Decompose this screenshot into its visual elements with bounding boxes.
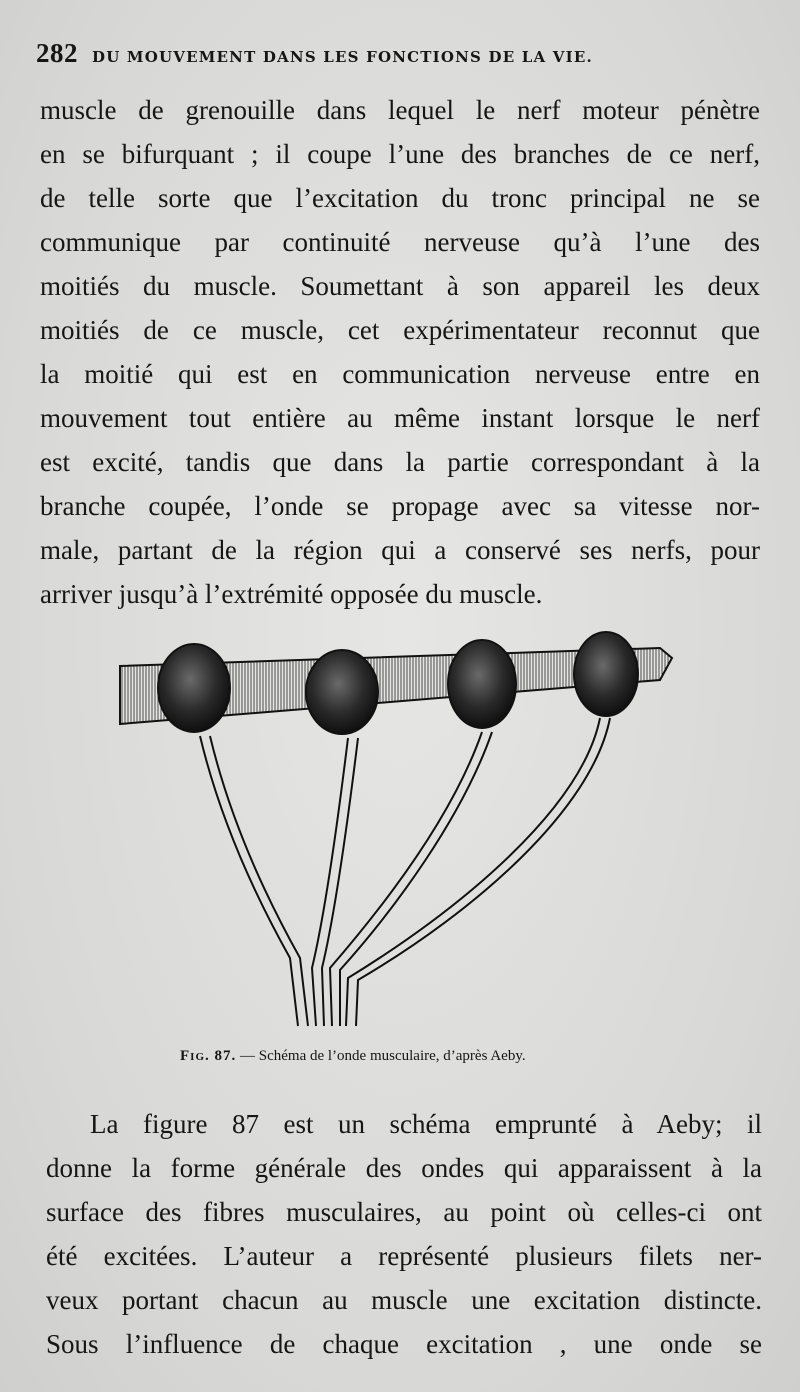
text-line: communique par continuité nerveuse qu’à l’une des xyxy=(40,227,760,257)
text-line: été excitées. L’auteur a représenté plusieurs filets ner- xyxy=(46,1241,762,1271)
page-number: 282 xyxy=(36,38,78,68)
text-line: moitiés du muscle. Soumettant à son appareil les deux xyxy=(40,271,760,301)
text-line: male, partant de la région qui a conservé ses nerfs, pour xyxy=(40,535,760,565)
text-line: Sous l’influence de chaque excitation , une onde se xyxy=(46,1329,762,1359)
text-line: branche coupée, l’onde se propage avec sa vitesse nor- xyxy=(40,491,760,521)
text-line: la moitié qui est en communication nerveuse entre en xyxy=(40,359,760,389)
text-line: mouvement tout entière au même instant lorsque le nerf xyxy=(40,403,760,433)
figure-label: Fig. 87. xyxy=(180,1048,237,1064)
text-line: arriver jusqu’à l’extrémité opposée du muscle. xyxy=(40,579,543,609)
text-line: La figure 87 est un schéma emprunté à Aeby; il xyxy=(90,1109,762,1139)
running-title: DU MOUVEMENT DANS LES FONCTIONS DE LA VIE. xyxy=(92,48,593,66)
text-line: donne la forme générale des ondes qui apparaissent à la xyxy=(46,1153,762,1183)
figure-caption-text: — Schéma de l’onde musculaire, d’après Aeby. xyxy=(240,1048,526,1064)
text-line: de telle sorte que l’excitation du tronc principal ne se xyxy=(40,183,760,213)
text-line: muscle de grenouille dans lequel le nerf moteur pénètre xyxy=(40,95,760,125)
paragraph-1 xyxy=(40,88,760,616)
paragraph-2 xyxy=(46,1102,762,1366)
page-header xyxy=(36,38,756,74)
text-line: en se bifurquant ; il coupe l’une des branches de ce nerf, xyxy=(40,139,760,169)
text-line: surface des fibres musculaires, au point où celles-ci ont xyxy=(46,1197,762,1227)
figure-caption xyxy=(180,1048,640,1065)
text-line: est excité, tandis que dans la partie correspondant à la xyxy=(40,447,760,477)
figure-87-illustration xyxy=(112,628,684,1028)
text-line: moitiés de ce muscle, cet expérimentateur reconnut que xyxy=(40,315,760,345)
text-line: veux portant chacun au muscle une excitation distincte. xyxy=(46,1285,762,1315)
